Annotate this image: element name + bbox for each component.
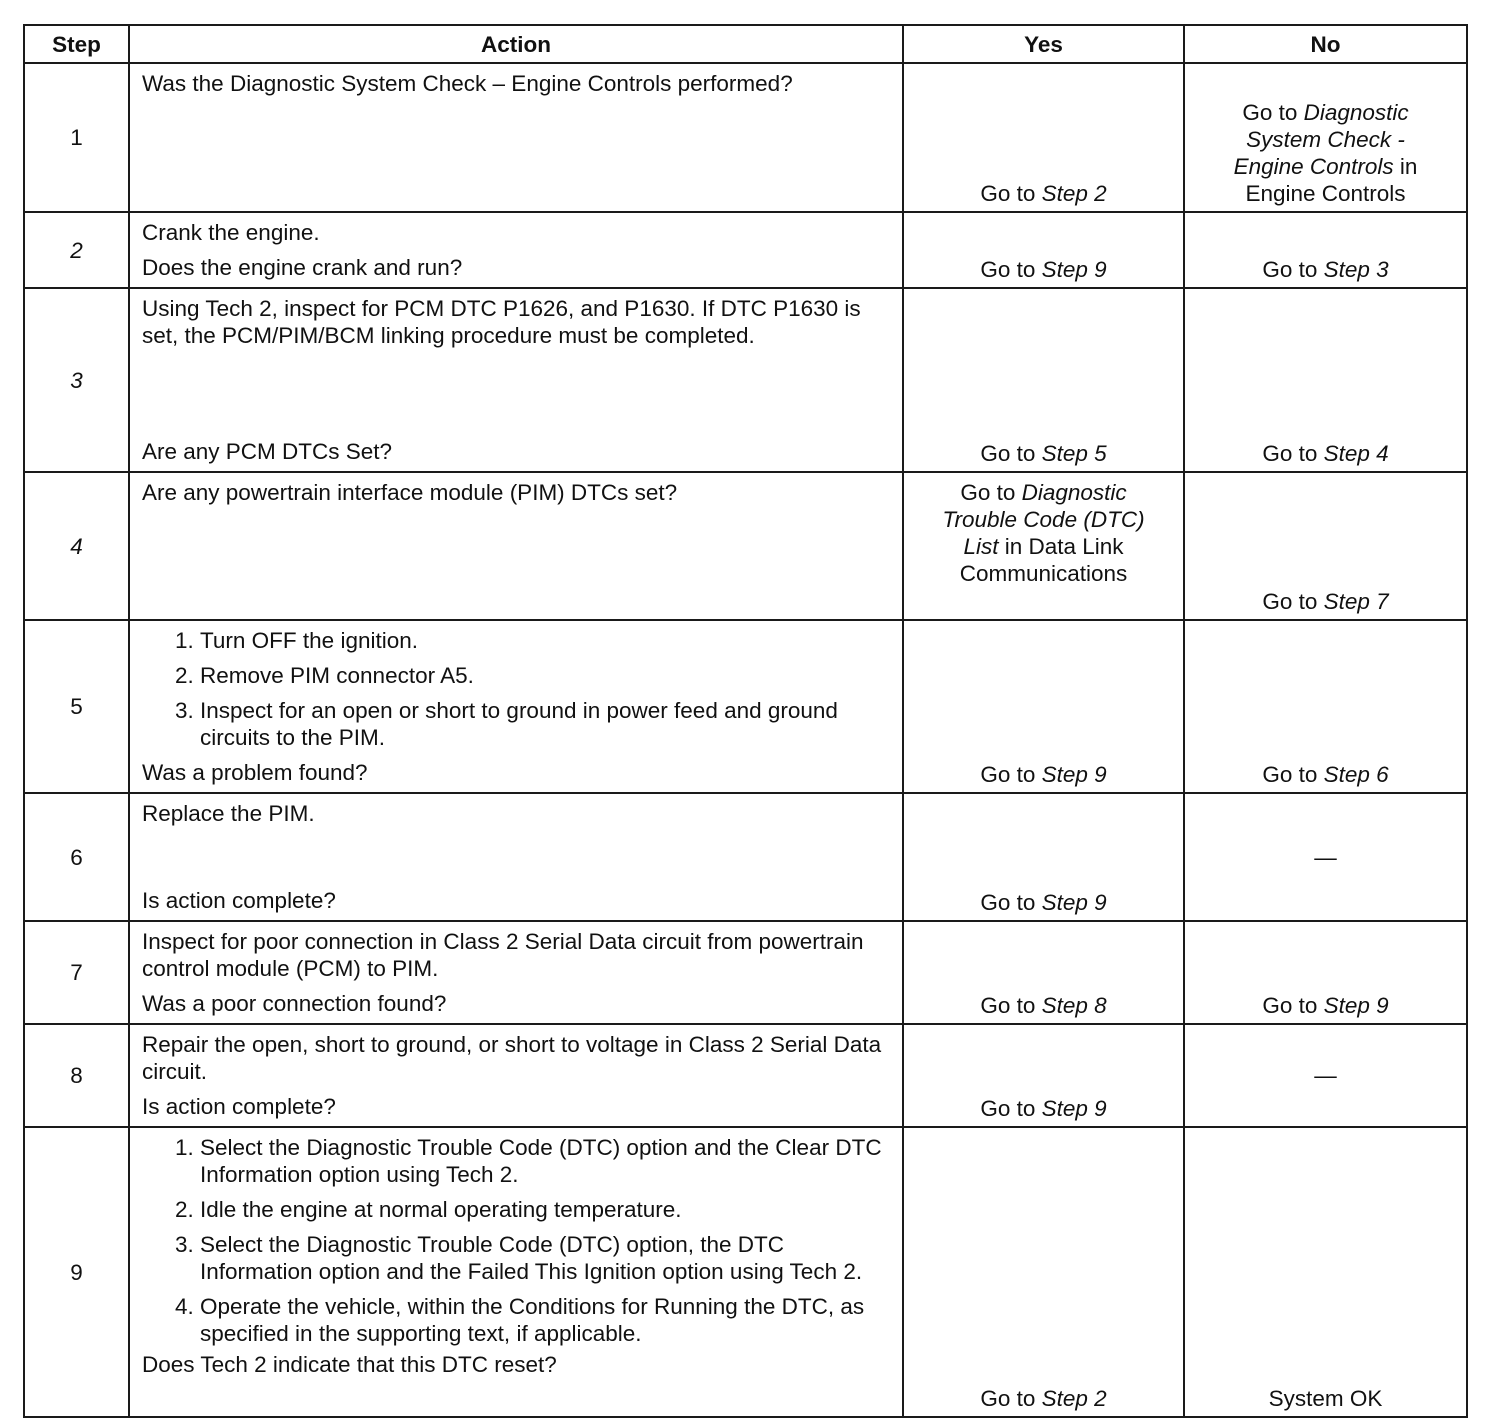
table-row [24,288,1467,472]
yes-prefix: Go to [980,1386,1036,1411]
no-cell [1184,1024,1467,1127]
action-list [142,1134,892,1347]
no-prefix: Go to [1262,257,1318,282]
action-text: Using Tech 2, inspect for PCM DTC P1626, and P1630. If DTC P1630 is set, the PCM/PIM/BCM linking procedure must be completed. [142,296,861,348]
action-question: Are any PCM DTCs Set? [142,439,393,464]
header-yes: Yes [903,25,1184,63]
table-row [24,63,1467,212]
yes-cell [903,63,1184,212]
yes-step-ref: Step 9 [1041,1096,1107,1121]
no-step-ref: Step 4 [1323,441,1389,466]
step-number: 2 [24,212,129,288]
yes-prefix: Go to [980,257,1036,282]
table-row [24,212,1467,288]
no-cell [1184,620,1467,793]
action-question: Is action complete? [142,888,336,913]
yes-cell [903,1024,1184,1127]
step-number: 1 [24,63,129,212]
action-text: Was the Diagnostic System Check – Engine Controls performed? [142,71,793,96]
table-row [24,793,1467,921]
yes-prefix: Go to [980,890,1036,915]
header-row [24,25,1467,63]
diagnostic-table-wrapper [23,24,1468,1418]
action-text: Repair the open, short to ground, or short to voltage in Class 2 Serial Data circuit. [142,1032,882,1084]
action-list-item: 4. Operate the vehicle, within the Conditions for Running the DTC, as specified in the supporting text, if applicable. [200,1293,892,1347]
action-question: Was a poor connection found? [142,991,447,1016]
no-cell [1184,921,1467,1024]
yes-cell [903,620,1184,793]
action-list-item: 3. Inspect for an open or short to ground in power feed and ground circuits to the PIM. [200,697,892,751]
step-number: 9 [24,1127,129,1417]
no-ref: Diagnostic System Check - Engine Controls [1233,100,1409,179]
step-number: 3 [24,288,129,472]
action-cell [129,288,903,472]
step-number: 5 [24,620,129,793]
yes-ref: Diagnostic Trouble Code (DTC) List [942,480,1145,559]
no-dash: — [1314,844,1337,870]
header-step: Step [24,25,129,63]
action-list-item: 1. Select the Diagnostic Trouble Code (DTC) option and the Clear DTC Information option using Tech 2. [200,1134,892,1188]
no-cell [1184,793,1467,921]
yes-step-ref: Step 9 [1041,762,1107,787]
yes-step-ref: Step 8 [1041,993,1107,1018]
yes-step-ref: Step 5 [1041,441,1107,466]
no-prefix: Go to [1262,441,1318,466]
step-number: 4 [24,472,129,620]
yes-cell [903,472,1184,620]
yes-step-ref: Step 9 [1041,890,1107,915]
action-list-item: 2. Remove PIM connector A5. [200,662,892,689]
yes-step-ref: Step 9 [1041,257,1107,282]
table-row [24,1127,1467,1417]
yes-cell [903,921,1184,1024]
action-text: Are any powertrain interface module (PIM) DTCs set? [142,480,678,505]
action-text: Inspect for poor connection in Class 2 Serial Data circuit from powertrain control module (PCM) to PIM. [142,929,864,981]
no-cell [1184,1127,1467,1417]
header-action: Action [129,25,903,63]
no-step-ref: Step 6 [1323,762,1389,787]
no-prefix: Go to [1242,100,1298,125]
action-list [142,627,892,751]
action-cell [129,472,903,620]
step-number: 8 [24,1024,129,1127]
no-step-ref: Step 9 [1323,993,1389,1018]
yes-cell [903,1127,1184,1417]
no-cell [1184,212,1467,288]
yes-prefix: Go to [980,1096,1036,1121]
table-row [24,472,1467,620]
yes-step-ref: Step 2 [1041,181,1107,206]
header-no: No [1184,25,1467,63]
yes-step-ref: Step 2 [1041,1386,1107,1411]
yes-suffix: in Data Link Communications [959,534,1128,586]
action-cell [129,793,903,921]
no-prefix: Go to [1262,762,1318,787]
action-question: Was a problem found? [142,760,368,785]
table-row [24,620,1467,793]
action-cell [129,63,903,212]
action-list-item: 2. Idle the engine at normal operating temperature. [200,1196,892,1223]
no-prefix: Go to [1262,993,1318,1018]
yes-cell [903,288,1184,472]
action-question: Does the engine crank and run? [142,255,463,280]
no-suffix: in Engine Controls [1245,154,1418,206]
action-text: Replace the PIM. [142,801,315,826]
yes-cell [903,793,1184,921]
yes-prefix: Go to [960,480,1016,505]
no-step-ref: Step 7 [1323,589,1389,614]
no-dash: — [1314,1063,1337,1088]
action-cell [129,1127,903,1417]
action-question: Is action complete? [142,1094,336,1119]
action-list-item: 1. Turn OFF the ignition. [200,627,892,654]
action-list-item: 3. Select the Diagnostic Trouble Code (DTC) option, the DTC Information option and the Failed This Ignition option using Tech 2. [200,1231,892,1285]
diagnostic-table [23,24,1468,1418]
action-cell [129,921,903,1024]
table-row [24,1024,1467,1127]
action-cell [129,212,903,288]
no-cell [1184,472,1467,620]
action-cell [129,1024,903,1127]
no-prefix: Go to [1262,589,1318,614]
step-number: 7 [24,921,129,1024]
yes-prefix: Go to [980,762,1036,787]
yes-cell [903,212,1184,288]
action-text: Crank the engine. [142,220,320,245]
yes-prefix: Go to [980,993,1036,1018]
no-result: System OK [1268,1386,1383,1411]
no-cell [1184,63,1467,212]
no-step-ref: Step 3 [1323,257,1389,282]
action-cell [129,620,903,793]
no-cell [1184,288,1467,472]
step-number: 6 [24,793,129,921]
table-row [24,921,1467,1024]
action-question: Does Tech 2 indicate that this DTC reset? [142,1352,557,1377]
yes-prefix: Go to [980,441,1036,466]
yes-prefix: Go to [980,181,1036,206]
